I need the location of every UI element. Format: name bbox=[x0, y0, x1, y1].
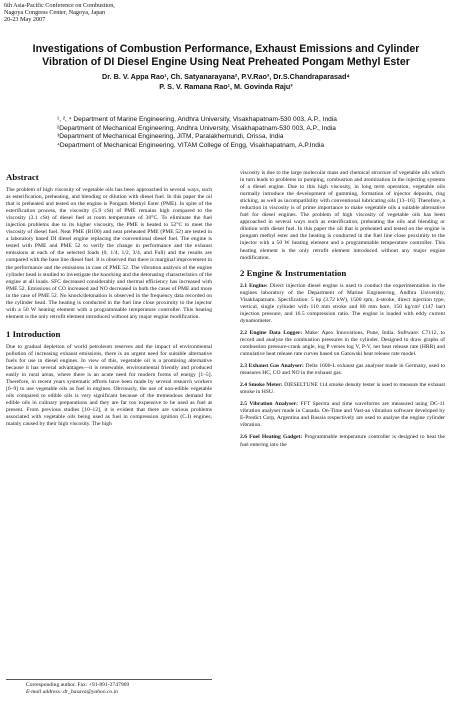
footnote-fax: Corresponding author. Fax: +91-891-2747969 bbox=[26, 682, 130, 688]
footnote-email: E-mail address: dr_basava@yahoo.co.in bbox=[26, 689, 118, 695]
affiliation-1: ¹, ², ⁴ Department of Marine Engineering, Andhra University, Visakhapatnam-530 003, A.P., India bbox=[57, 116, 337, 123]
vibration-analyser-label: 2.5 Vibration Analyser: bbox=[240, 401, 298, 408]
engine-item-text: Direct injection diesel engine is used to conduct the experimentation in the engines laboratory of the Department of Marine Engineering, Andhra University, Visakhapatnam. Specification: 5 hp (3.72 kW), 1500 rpm, 4-stroke, direct injection type, vertical, single cylinder with 110 mm stroke and 80 mm bore, 150 kg/cm² (147 bar) injection pressure, and 16.5 compression ratio. The engine is loaded with eddy current dynamometer. bbox=[240, 282, 445, 324]
authors-line-2: P. S. V. Ramana Rao¹, M. Govinda Raju³ bbox=[159, 82, 293, 91]
title-line-2: Vibration of DI Diesel Engine Using Neat Preheated Pongam Methyl Ester bbox=[42, 55, 410, 68]
abstract-text: The problem of high viscosity of vegetable oils has been approached in several ways, such as esterification, preheating, and blending or dilution with diesel fuel. In this paper the oil that is preheated and tested on the engine is Pongam Methyl Ester (PME). In spite of the esterification process, the viscosity (5.9 cSt) of PME remains high compared to the viscosity (3.1 cSt) of diesel fuel at room temperature of 30°C. To eliminate the fuel injection problems due to its higher viscosity, the PME is heated to 52°C to meet the viscosity of diesel fuel. Neat PME (B100) and neat preheated PME (PME 52) are tested in a laboratory based DI diesel engine replacing the conventional diesel fuel. The engine is tested with PME and PME 52 to verify the change in performance and the exhaust emissions at each of the selected loads (0, 1/4, 1/2, 3/4, and Full) and the results are compared with the base line diesel fuel. It is observed that there is marginal improvement in the performance and the emissions in case of PME 52. The vibration analysis of the engine cylinder head is studied to investigate the knocking and the detonating characteristics of the engine at all loads. SFC decreased considerably and thermal efficiency has increased with PME 52. Emissions of CO increased and NO decreased in both the cases of PME and more in the case of PME 52. No knock/detonation is observed in the frequency data recorded on the cylinder head. The heating is conducted in the fuel line close proximity to the injector with a 50 W heating element with a programmable temperature controller. This heating element is the only retrofit element introduced without any major engine modification. bbox=[6, 187, 212, 320]
conference-line-3: 20-23 May 2007 bbox=[4, 16, 46, 24]
affiliations bbox=[57, 116, 437, 150]
engine-item-2-3 bbox=[240, 363, 445, 377]
engine-instrumentation-heading: 2 Engine & Instrumentation bbox=[240, 267, 347, 278]
authors-line-1: Dr. B. V. Appa Rao¹, Ch. Satyanarayana², P.V.Rao³, Dr.S.Chandraparasad⁴ bbox=[102, 72, 350, 81]
data-logger-text: Make: Apex Innovations, Pune, India. Software: C7112, to record and analyse the combustion pressures in the cylinder. Designed to draw graphs of combustion pressure-crank angle, log P verses log V, P-V, net heat release rate (HRR) and cumulative heat release rate curves based on Gatowski heat release rate model. bbox=[240, 329, 446, 358]
vibration-analyser-text: FFT Spectra and time waveforms are measured using DC-11 vibration analyser made in Canada. On-Time and Vast-an vibration software developed by E-Predict Corp, Argentina and Russia respectively are used to analyse the engine cylinder vibration. bbox=[240, 401, 445, 429]
affiliation-2: ²Department of Mechanical Engineering, Andhra University, Visakhapatnam-530 003, A.P., India bbox=[57, 124, 336, 132]
engine-item-2-1 bbox=[240, 283, 445, 325]
data-logger-label: 2.2 Engine Data Logger: bbox=[240, 329, 303, 336]
smoke-meter-text: DIESELTUNE 114 smoke density tester is used to measure the exhaust smoke in HSU. bbox=[240, 382, 446, 396]
corresponding-author-footnote bbox=[6, 679, 212, 696]
affiliation-3: ³Department of Mechanical Engineering, JITM, Paralakhemundi, Orissa, India bbox=[57, 133, 284, 141]
abstract-heading: Abstract bbox=[6, 172, 39, 182]
gas-analyser-label: 2.3 Exhaust Gas Analyser: bbox=[240, 363, 304, 370]
affiliation-4: ⁴Department of Mechanical Engineering, VITAM College of Engg, Visakhapatnam, A.P.India bbox=[57, 141, 325, 149]
fuel-heating-label: 2.6 Fuel Heating Gadget: bbox=[240, 434, 303, 441]
engine-item-label: 2.1 Engine: bbox=[240, 282, 268, 289]
introduction-text: Due to gradual depletion of world petroleum reserves and the impact of environmental pollution of increasing exhaust emissions, there is an urgent need for suitable alternative fuels for use in diesel engines. In view of this, vegetable oil is a promising alternative because it has several advantages—it is renewable, environmental friendly and produced easily in rural areas, where there is an acute need for modern forms of energy [1–5]. Therefore, in recent years systematic efforts have been made by several research workers [6–9] to use vegetable oils as fuel in engines. Obviously, the use of non-edible vegetable oils compared to edible oils is very significant because of the tremendous demand for edible oils in culinary preparations and they are far too expensive to be used as fuel at present. From previous studies [10–12], it is evident that there are various problems associated with vegetable oils being used as fuel in compression ignition (C.I) engines, mainly caused by their high viscosity. The high bbox=[6, 343, 212, 428]
left-column bbox=[6, 172, 212, 433]
engine-item-2-5 bbox=[240, 401, 445, 429]
smoke-meter-label: 2.4 Smoke Meter: bbox=[240, 382, 283, 389]
introduction-continued-text: viscosity is due to the large molecular mass and chemical structure of vegetable oils which in turn leads to problems in pumping, combustion and atomization in the injecting systems of a diesel engine. Due to this high viscosity, in long term operation, vegetable oils normally introduce the development of gumming, formation of injector deposits, ring sticking, as well as incompatibility with conventional lubricating oils [13–16]. Therefore, a reduction in viscosity is of prime importance to make vegetable oils a suitable alternative fuel for diesel engines. The problem of high viscosity of vegetable oils has been approached in several ways such as esterification, preheating the oils and blending or dilution with diesel fuel. In this paper the oil that is preheated and tested on the engine is pongam methyl ester and the heating is conducted in the fuel line close proximity to the injector with a 50 W heating element and a programmable temperature controller. This heating element is the only retrofit element introduced without any major engine modification. bbox=[240, 170, 445, 261]
title-line-1: Investigations of Combustion Performance, Exhaust Emissions and Cylinder bbox=[32, 43, 420, 55]
fuel-heating-text: Programmable temperature controller is designed to heat the fuel entering into the bbox=[240, 434, 445, 448]
author-list bbox=[18, 72, 434, 92]
conference-header bbox=[4, 2, 115, 24]
engine-item-2-2 bbox=[240, 330, 445, 358]
conference-line-2: Nagoya Congress Center, Nagoya, Japan bbox=[4, 9, 106, 17]
engine-item-2-4 bbox=[240, 382, 445, 396]
right-column bbox=[240, 170, 445, 454]
introduction-heading: 1 Introduction bbox=[6, 328, 61, 339]
paper-title bbox=[18, 43, 434, 68]
engine-item-2-6 bbox=[240, 434, 445, 448]
gas-analyser-text: Delta 1600-L exhaust gas analyser made in Germany, used to measures HC, CO and NO in the exhaust gas. bbox=[240, 363, 445, 377]
conference-line-1: 6th Asia-Pacific Conference on Combustion, bbox=[4, 2, 115, 9]
